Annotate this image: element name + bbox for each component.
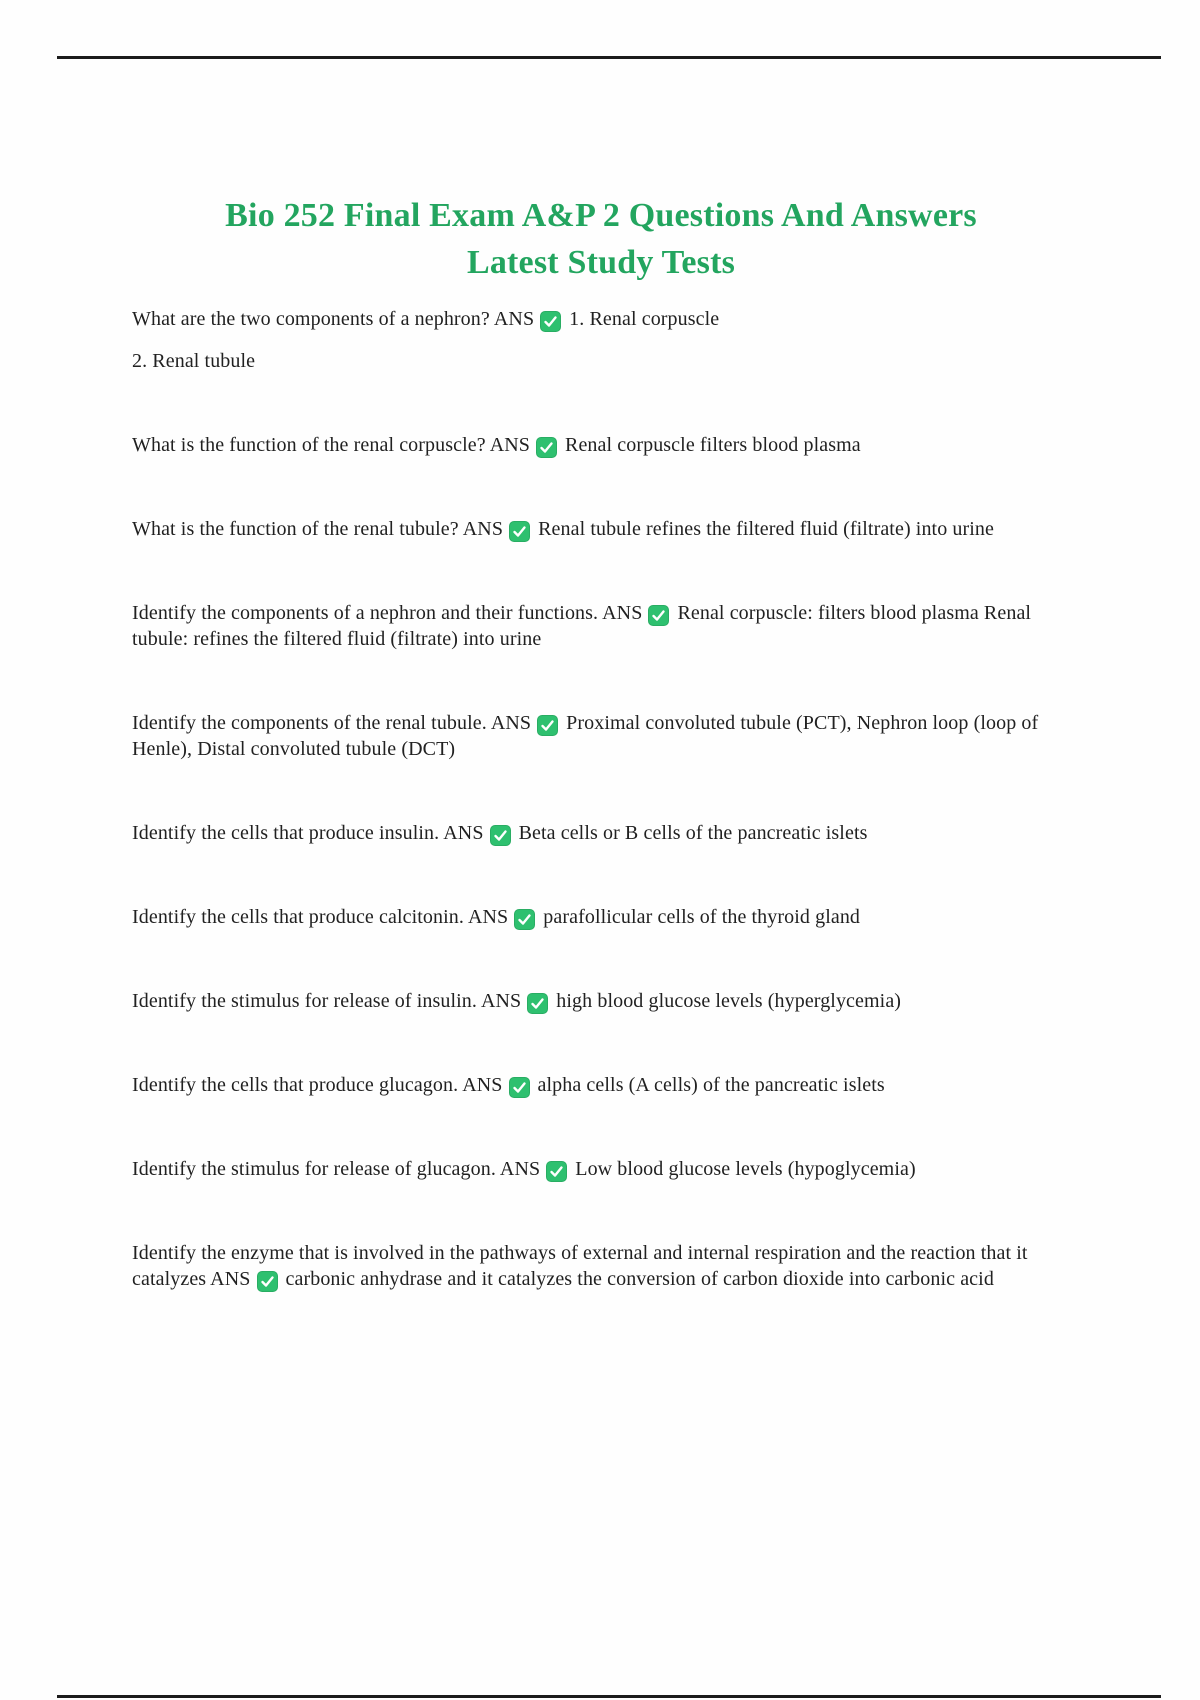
checkbox-checked-icon: [514, 909, 535, 930]
page-title-line-1: Bio 252 Final Exam A&P 2 Questions And Answers: [225, 197, 977, 234]
qa-answer: alpha cells (A cells) of the pancreatic islets: [537, 1074, 885, 1096]
qa-answer: Beta cells or B cells of the pancreatic islets: [518, 822, 868, 844]
qa-item: [132, 1072, 1070, 1098]
qa-answer: Proximal convoluted tubule (PCT), Nephron loop (loop of Henle), Distal convoluted tubule (DCT): [132, 712, 1039, 760]
qa-item: [132, 306, 1070, 332]
page-title-line-2: Latest Study Tests: [466, 244, 736, 281]
qa-question: Identify the components of a nephron and their functions. ANS: [132, 602, 643, 624]
qa-item: [132, 904, 1070, 930]
checkbox-checked-icon: [537, 715, 558, 736]
qa-answer: Renal corpuscle: filters blood plasma Renal tubule: refines the filtered fluid (filtrate) into urine: [132, 602, 1032, 650]
qa-question: Identify the cells that produce glucagon. ANS: [132, 1074, 503, 1096]
qa-answer: Renal corpuscle filters blood plasma: [565, 434, 861, 456]
qa-answer: 1. Renal corpuscle: [569, 308, 720, 330]
qa-item: [132, 600, 1070, 652]
page-title: [132, 133, 1070, 286]
qa-question: What are the two components of a nephron? ANS: [132, 308, 535, 330]
qa-item: [132, 710, 1070, 762]
qa-question: What is the function of the renal tubule? ANS: [132, 518, 504, 540]
qa-item: [132, 988, 1070, 1014]
qa-answer: Low blood glucose levels (hypoglycemia): [575, 1158, 916, 1180]
qa-answer: carbonic anhydrase and it catalyzes the conversion of carbon dioxide into carbonic acid: [285, 1268, 994, 1290]
qa-question: Identify the stimulus for release of insulin. ANS: [132, 990, 522, 1012]
qa-answer: parafollicular cells of the thyroid gland: [543, 906, 861, 928]
checkbox-checked-icon: [490, 825, 511, 846]
qa-question: What is the function of the renal corpuscle? ANS: [132, 434, 531, 456]
checkbox-checked-icon: [257, 1271, 278, 1292]
qa-answer: Renal tubule refines the filtered fluid (filtrate) into urine: [538, 518, 995, 540]
checkbox-checked-icon: [648, 605, 669, 626]
qa-answer: high blood glucose levels (hyperglycemia): [556, 990, 902, 1012]
qa-item: [132, 516, 1070, 542]
qa-item: [132, 820, 1070, 846]
checkbox-checked-icon: [509, 1077, 530, 1098]
checkbox-checked-icon: [527, 993, 548, 1014]
qa-question: Identify the stimulus for release of glucagon. ANS: [132, 1158, 541, 1180]
qa-item: [132, 1156, 1070, 1182]
checkbox-checked-icon: [536, 437, 557, 458]
qa-item: [132, 432, 1070, 458]
qa-question: Identify the components of the renal tubule. ANS: [132, 712, 532, 734]
checkbox-checked-icon: [546, 1161, 567, 1182]
qa-question: Identify the cells that produce calcitonin. ANS: [132, 906, 509, 928]
qa-question: Identify the cells that produce insulin. ANS: [132, 822, 484, 844]
checkbox-checked-icon: [509, 521, 530, 542]
qa-question: Identify the enzyme that is involved in the pathways of external and internal respiration and the reaction that it catalyzes ANS: [132, 1242, 1028, 1290]
checkbox-checked-icon: [540, 311, 561, 332]
qa-followup: 2. Renal tubule: [132, 350, 256, 372]
qa-item: [132, 1240, 1070, 1292]
bottom-rule: [57, 1695, 1161, 1698]
